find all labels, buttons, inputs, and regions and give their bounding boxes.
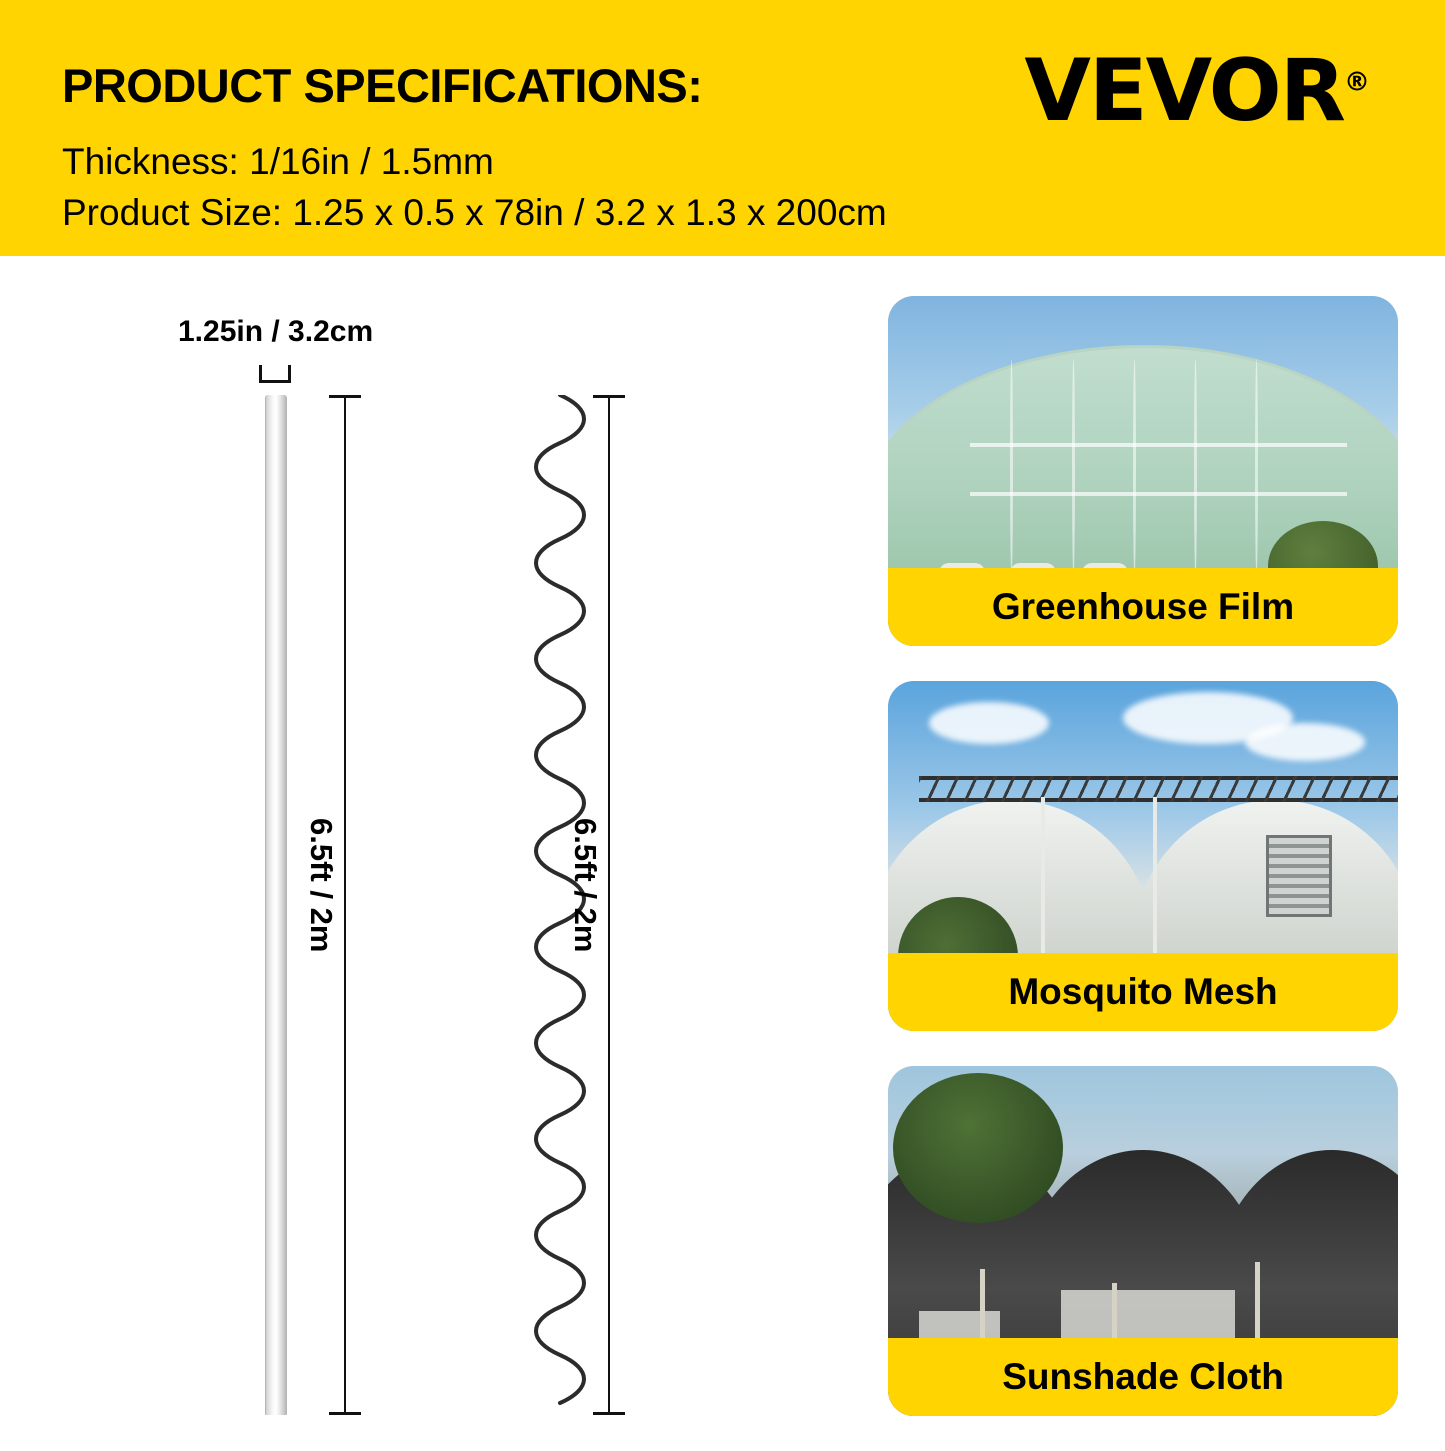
- card-caption: Sunshade Cloth: [888, 1338, 1398, 1416]
- ventilation-louver: [1266, 835, 1332, 917]
- vevor-logo: [1024, 41, 1370, 141]
- spiral-length-dimension-line: [608, 395, 610, 1415]
- registered-trademark-icon: ®: [1344, 67, 1370, 98]
- straight-rod-illustration: [265, 395, 287, 1415]
- tree-shape: [893, 1073, 1063, 1223]
- greenhouse-rib: [1194, 359, 1197, 576]
- card-sunshade-cloth[interactable]: [888, 1066, 1398, 1416]
- width-caliper-icon: [259, 365, 291, 383]
- card-greenhouse-film[interactable]: [888, 296, 1398, 646]
- width-dimension-label: 1.25in / 3.2cm: [178, 315, 374, 348]
- rod-length-dimension-line: [344, 395, 346, 1415]
- support-post: [1041, 797, 1045, 958]
- greenhouse-beam: [970, 443, 1347, 447]
- steel-truss: [919, 776, 1398, 802]
- spec-product-size: Product Size: 1.25 x 0.5 x 78in / 3.2 x 1.3 x 200cm: [62, 192, 887, 233]
- greenhouse-rib: [1133, 359, 1136, 576]
- product-diagram: [0, 262, 860, 1445]
- header-banner: [0, 0, 1445, 262]
- card-caption: Greenhouse Film: [888, 568, 1398, 646]
- brand-text: VEVOR: [1024, 41, 1344, 141]
- card-mosquito-mesh[interactable]: [888, 681, 1398, 1031]
- card-caption: Mosquito Mesh: [888, 953, 1398, 1031]
- page-title: PRODUCT SPECIFICATIONS:: [62, 59, 703, 112]
- greenhouse-rib: [1072, 359, 1075, 576]
- support-post: [1153, 797, 1157, 979]
- rod-length-label: 6.5ft / 2m: [304, 818, 339, 953]
- cloud-shape: [1245, 723, 1365, 761]
- application-cards: [888, 296, 1398, 1451]
- spiral-length-label: 6.5ft / 2m: [568, 818, 603, 953]
- spec-thickness: Thickness: 1/16in / 1.5mm: [62, 141, 494, 182]
- greenhouse-beam: [970, 492, 1347, 496]
- cloud-shape: [929, 702, 1049, 744]
